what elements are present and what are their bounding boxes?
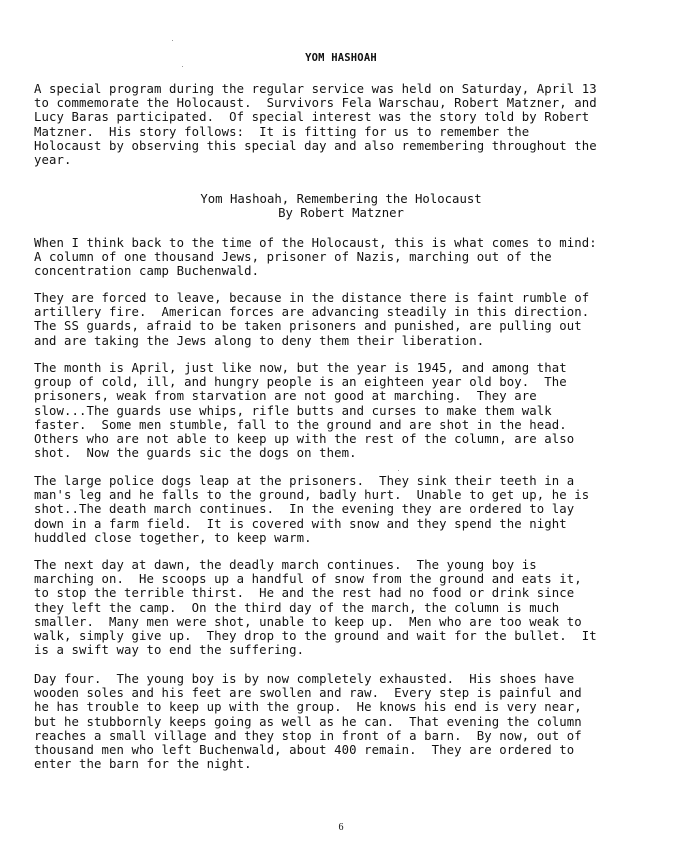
story-paragraph-1: When I think back to the time of the Holocaust, this is what comes to mind: A column of one thousand Jews, prisoner of Nazis, marching out of the concentration camp Buchenwald. xyxy=(34,236,597,279)
intro-paragraph: A special program during the regular service was held on Saturday, April 13 to commemorate the Holocaust. Survivors Fela Warschau, Robert Matzner, and Lucy Baras participated. Of special interest was the story told by Robert Matzner. His story follows: It is fitting for us to remember the Holocaust by observing this special day and also remembering throughout the year. xyxy=(34,82,597,168)
story-paragraph-4: The large police dogs leap at the prisoners. They sink their teeth in a man's leg and he falls to the ground, badly hurt. Unable to get up, he is shot..The death march continues. In the evening they are ordered to lay down in a farm field. It is covered with snow and they spend the night huddled close together, to keep warm. xyxy=(34,474,590,545)
document-heading: YOM HASHOAH xyxy=(305,52,377,64)
story-paragraph-2: They are forced to leave, because in the distance there is faint rumble of artillery fire. American forces are advancing steadily in this direction. The SS guards, afraid to be taken prisoners and punished, are pulling out and are taking the Jews along to deny them their liberation. xyxy=(34,291,590,348)
scan-speck xyxy=(398,470,399,471)
story-paragraph-3: The month is April, just like now, but the year is 1945, and among that group of cold, ill, and hungry people is an eighteen year old boy. The prisoners, weak from starvation are not good at marching. They are slow...The guards use whips, rifle butts and curses to make them walk faster. Some men stumble, fall to the ground and are shot in the head. Others who are not able to keep up with the rest of the column, are also shot. Now the guards sic the dogs on them. xyxy=(34,361,575,461)
story-paragraph-5: The next day at dawn, the deadly march continues. The young boy is marching on. He scoops up a handful of snow from the ground and eats it, to stop the terrible thirst. He and the rest had no food or drink since they left the camp. On the third day of the march, the column is much smaller. Many men were shot, unable to keep up. Men who are too weak to walk, simply give up. They drop to the ground and wait for the bullet. It is a swift way to end the suffering. xyxy=(34,558,597,658)
story-title: Yom Hashoah, Remembering the Holocaust By Robert Matzner xyxy=(200,192,482,221)
page-number: 6 xyxy=(338,822,344,833)
scan-speck xyxy=(182,66,183,67)
scan-speck xyxy=(172,40,173,41)
story-paragraph-6: Day four. The young boy is by now completely exhausted. His shoes have wooden soles and his feet are swollen and raw. Every step is painful and he has trouble to keep up with the group. He knows his end is very near, but he stubbornly keeps going as well as he can. That evening the column reaches a small village and they stop in front of a barn. By now, out of thousand men who left Buchenwald, about 400 remain. They are ordered to enter the barn for the night. xyxy=(34,672,582,772)
